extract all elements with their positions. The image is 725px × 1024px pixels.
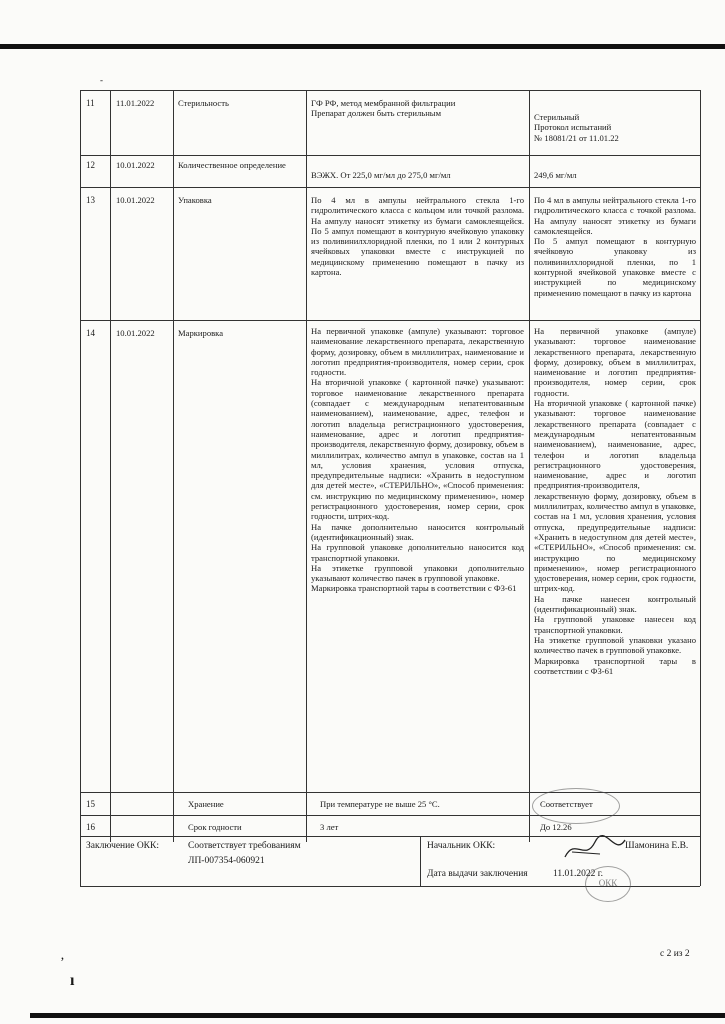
scan-mark: ‚ [60, 948, 65, 963]
signature [560, 832, 630, 867]
scan-mark: ı [70, 972, 75, 989]
spec-cell: ГФ РФ, метод мембранной фильтрации Препарат должен быть стерильным [311, 98, 456, 119]
okk-stamp: ОКК [585, 866, 631, 902]
top-scan-bar [0, 44, 725, 49]
bottom-scan-bar [30, 1013, 725, 1018]
scan-mark: - [100, 75, 103, 85]
spec-cell: На первичной упаковке (ампуле) указывают: торговое наименование лекарственного препарата, лекарственную форму, дозировку, объем в миллилитрах, наименование и логотип предприятия-производителя, номер серии, срок годности. На вторичной упаковке ( картонной пачке) указывают: торговое наименование лекарственного препарата (совпадает с международным непатентованным наименованием), наименование, адрес, телефон и логотип владельца регистрационного удостоверения, наименование, адрес и логотип предприятия-производителя, лекарственную форму, дозировку, объем в миллилитрах, количество ампул в упаковке, состав на 1 мл, условия хранения, условия отпуска, предупредительные надписи: «Хранить в недоступном для детей месте», «СТЕРИЛЬНО», «Способ применения: см. инструкцию по медицинскому применению», номер регистрационного удостоверения, номер серии, срок годности, штрих-код. На пачке дополнительно наносится контрольный (идентификационный) знак. На групповой упаковке дополнительно наносится код транспортной упаковки. На этикетке групповой упаковки дополнительно указывают количество пачек в групповой упаковке. Маркировка транспортной тары в соответствии с ФЗ-61 [311, 326, 524, 594]
page-number: с 2 из 2 [660, 949, 690, 959]
result-cell: Стерильный Протокол испытаний № 18081/21 от 11.01.22 [534, 112, 619, 143]
spec-cell: По 4 мл в ампулы нейтрального стекла 1-го гидролитического класса с кольцом или точкой разлома. На ампулу наносят этикетку из бумаги самоклеящейся. По 5 ампул помещают в контурную ячейковую упаковку из поливинилхлоридной пленки, по 1 или 2 контурных ячейковых упаковки вместе с инструкцией по медицинскому применению помещают в пачку из картона. [311, 195, 524, 278]
result-cell: На первичной упаковке (ампуле) указывают: торговое наименование лекарственного препарата, лекарственную форму, дозировку, объем в миллилитрах, наименование и логотип предприятия-производителя, номер серии, срок годности. На вторичной упаковке ( картонной пачке) указывают: торговое наименование лекарственного препарата (совпадает с международным непатентованным наименованием), наименование, адрес, телефон и логотип владельца регистрационного удостоверения, наименование, адрес и логотип предприятия-производителя, лекарственную форму, дозировку, объем в миллилитрах, количество ампул в упаковке, состав на 1 мл, условия хранения, условия отпуска, предупредительные надписи: «Хранить в недоступном для детей месте», «СТЕРИЛЬНО», «Способ применения: см. инструкцию по медицинскому применению», номер регистрационного удостоверения, номер серии, срок годности, штрих-код. На пачке нанесен контрольный (идентификационный) знак. На групповой упаковке нанесен код транспортной упаковки. На этикетке групповой упаковки указано количество пачек в групповой упаковке. Маркировка транспортной тары в соответствии с ФЗ-61 [534, 326, 696, 676]
result-cell: По 4 мл в ампулы нейтрального стекла 1-го гидролитического класса с точкой разлома. На ампулу наносят этикетку из бумаги самоклеящейся. По 5 ампул помещают в контурную ячейковую упаковку из поливинилхлоридной пленки, по 1 контурной ячейковой упаковке вместе с инструкцией по медицинскому применению помещают в пачку из картона [534, 195, 696, 298]
approval-stamp [532, 788, 620, 824]
